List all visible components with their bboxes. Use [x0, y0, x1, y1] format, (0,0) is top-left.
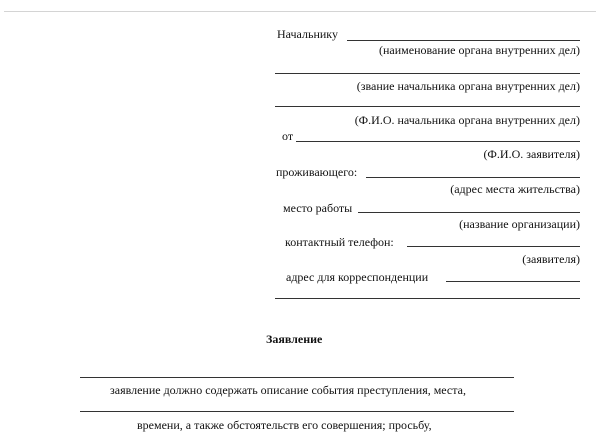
statement-line-1 — [80, 377, 514, 378]
residence-hint: (адрес места жительства) — [450, 182, 580, 196]
org-name-hint: (название организации) — [459, 217, 580, 231]
top-divider — [4, 11, 596, 12]
mail-line — [446, 281, 580, 282]
residing-label: проживающего: — [276, 165, 358, 179]
residence-line — [366, 177, 580, 178]
mail-line-2 — [275, 298, 580, 299]
statement-line-2 — [80, 411, 514, 412]
chief-fio-hint: (Ф.И.О. начальника органа внутренних дел) — [354, 113, 580, 127]
org-hint: (наименование органа внутренних дел) — [379, 43, 580, 57]
applicant-fio-hint: (Ф.И.О. заявителя) — [483, 147, 580, 161]
rank-line — [275, 73, 580, 74]
phone-line — [407, 246, 580, 247]
applicant-hint: (заявителя) — [522, 252, 580, 266]
to-label: Начальнику — [277, 27, 338, 41]
work-line — [358, 212, 580, 213]
org-line — [347, 40, 580, 41]
work-label: место работы — [283, 201, 353, 215]
phone-label: контактный телефон: — [285, 235, 394, 249]
mail-label: адрес для корреспонденции — [286, 270, 429, 284]
rank-hint: (звание начальника органа внутренних дел) — [356, 79, 580, 93]
statement-hint-2: времени, а также обстоятельств его совершения; просьбу, — [137, 418, 432, 432]
applicant-fio-line — [296, 141, 580, 142]
chief-fio-line — [275, 106, 580, 107]
statement-hint-1: заявление должно содержать описание события преступления, места, — [110, 383, 466, 397]
document-title: Заявление — [266, 332, 323, 346]
from-label: от — [282, 129, 294, 143]
